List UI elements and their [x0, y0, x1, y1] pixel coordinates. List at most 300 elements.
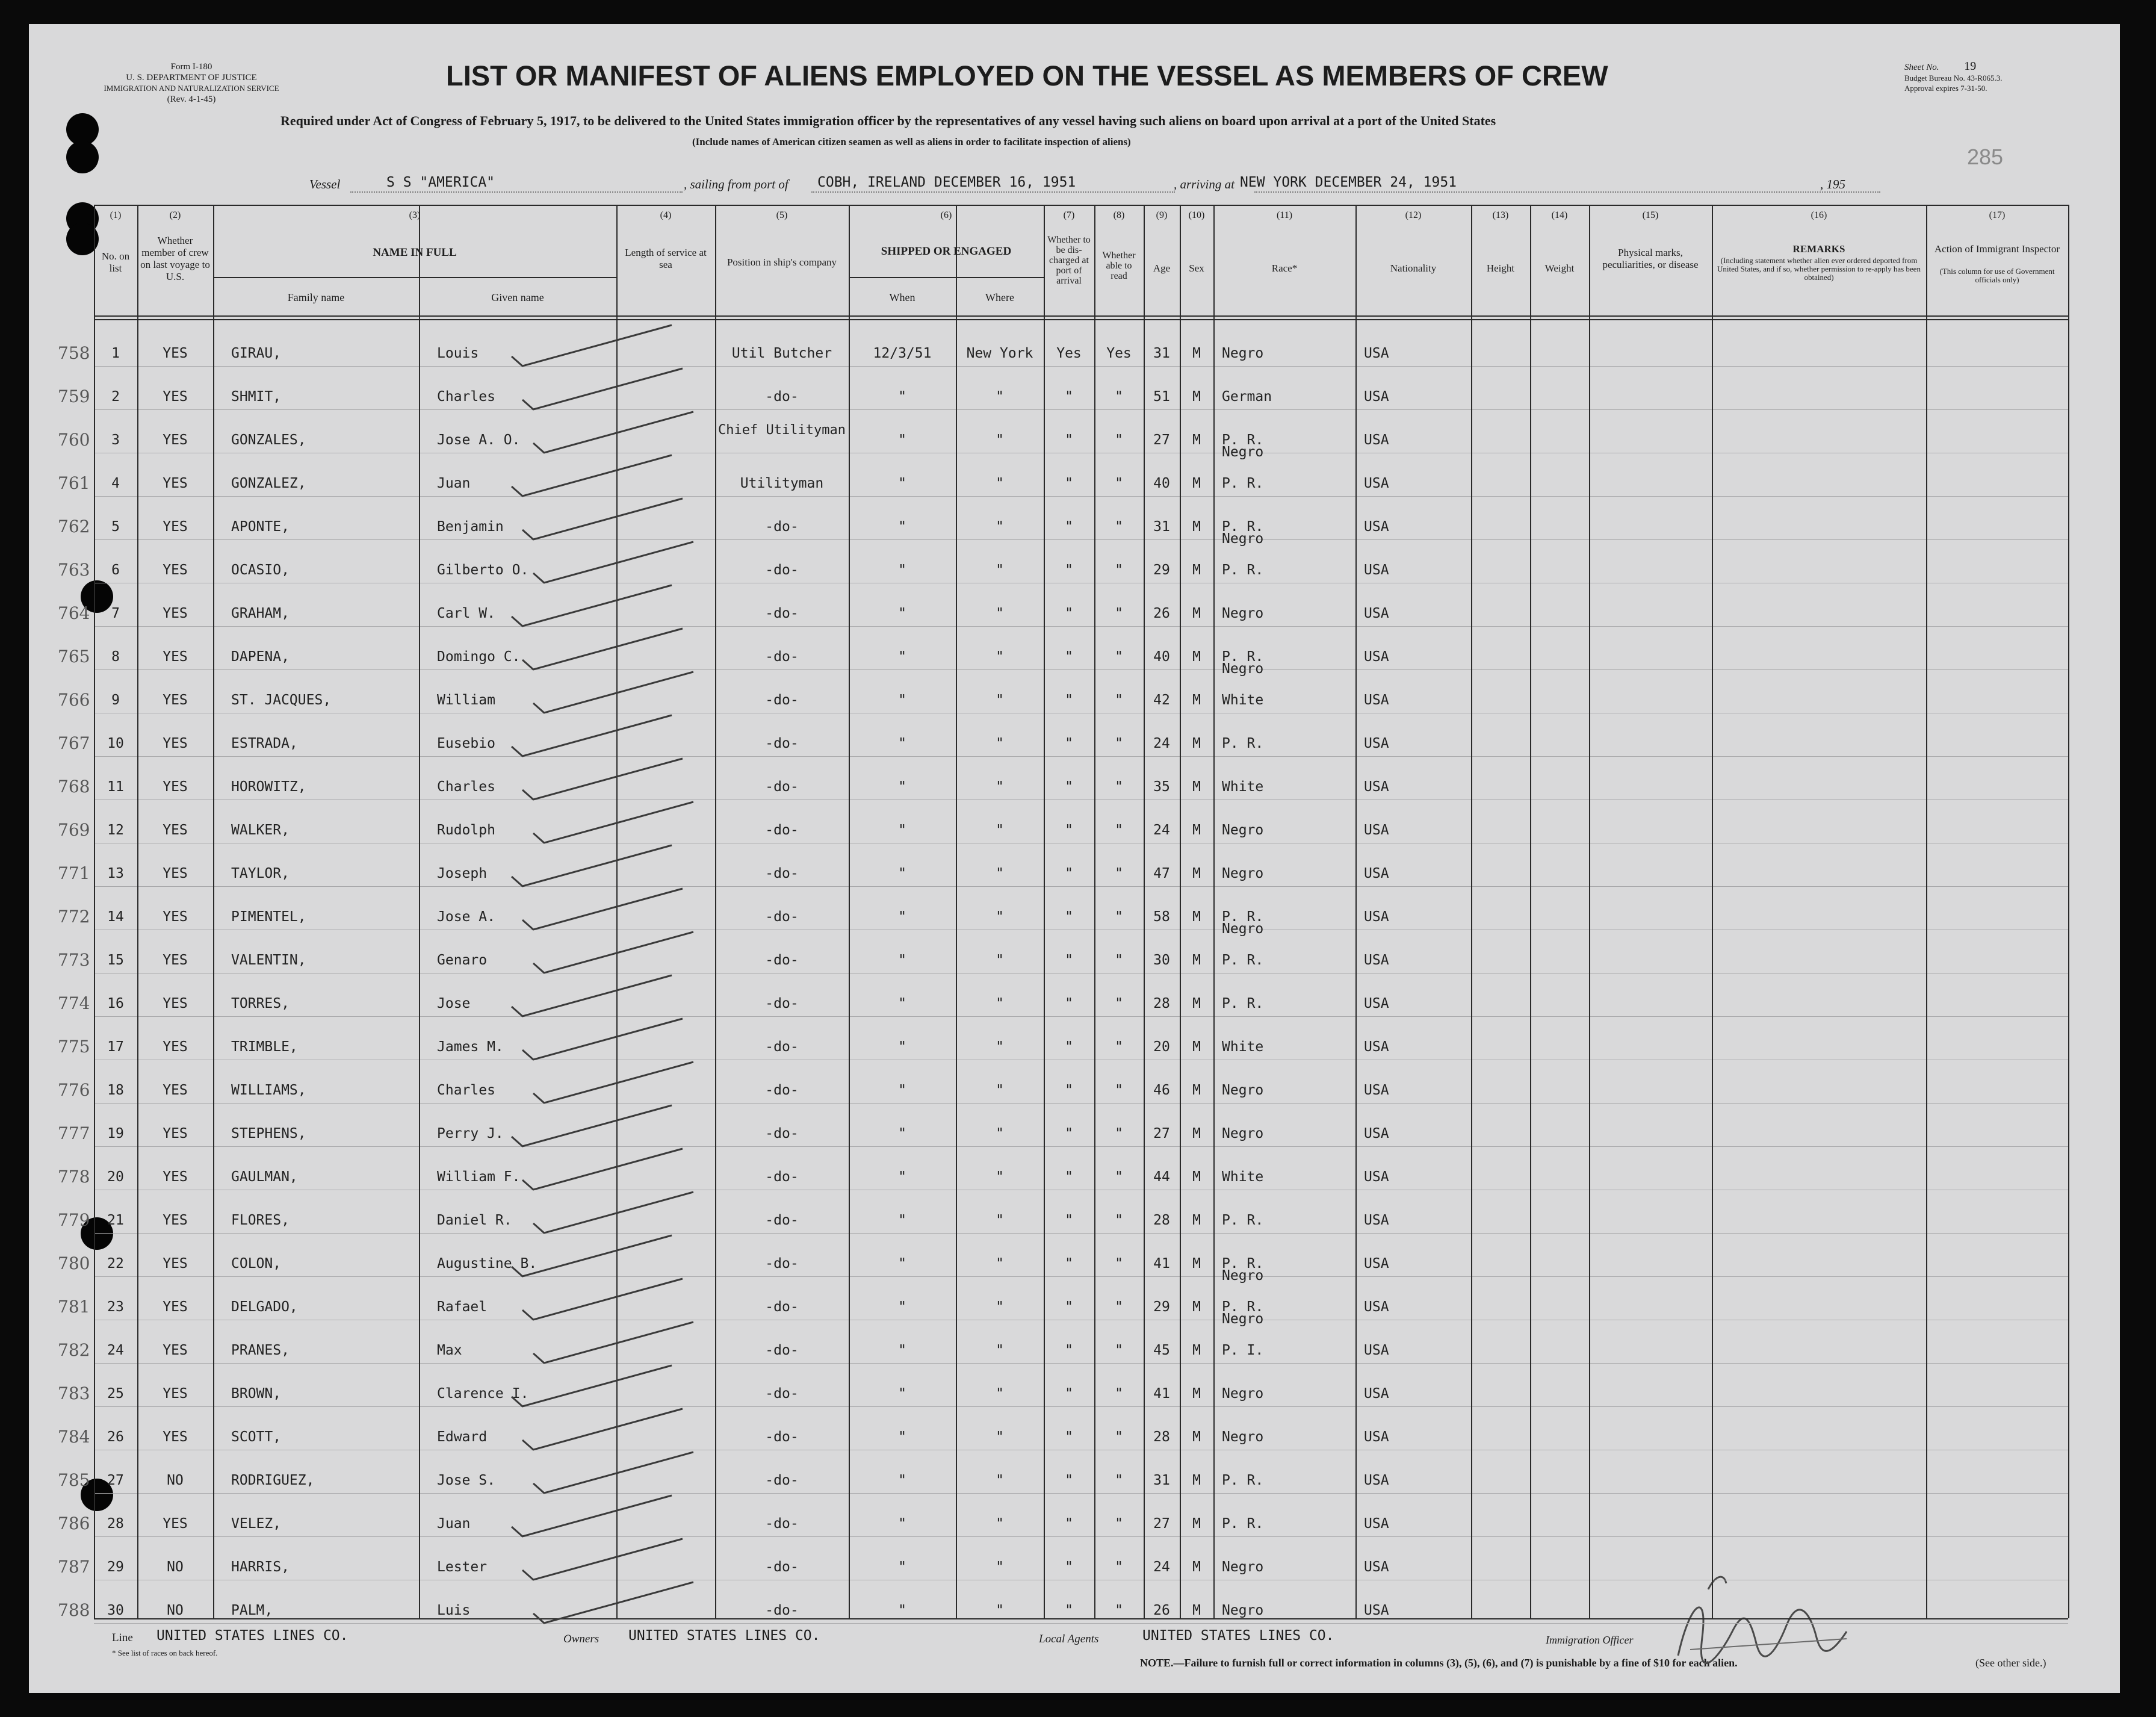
header-race: Race*	[1271, 262, 1298, 274]
row-position: -do-	[765, 1559, 799, 1575]
row-family-name: DAPENA,	[231, 649, 290, 665]
row-reference-number: 764	[58, 603, 90, 623]
row-able-to-read: "	[1115, 1429, 1123, 1445]
row-number: 12	[107, 822, 124, 838]
row-age: 27	[1153, 1126, 1170, 1141]
row-able-to-read: "	[1115, 562, 1123, 578]
row-last-voyage: YES	[163, 1386, 188, 1402]
row-race: White	[1222, 1039, 1264, 1055]
agents-name: UNITED STATES LINES CO.	[1142, 1628, 1334, 1644]
row-shipped-when: 12/3/51	[873, 346, 932, 361]
row-race-secondary: Negro	[1222, 444, 1264, 460]
row-age: 41	[1153, 1386, 1170, 1402]
header-length-service: Length of service at sea	[625, 247, 707, 270]
row-able-to-read: "	[1115, 649, 1123, 665]
row-discharged: "	[1065, 389, 1073, 405]
row-family-name: TRIMBLE,	[231, 1039, 298, 1055]
row-sex: M	[1192, 346, 1201, 361]
row-shipped-where: "	[996, 1473, 1004, 1488]
row-number: 9	[111, 692, 120, 708]
row-discharged: "	[1065, 1429, 1073, 1445]
column-number-c16: (16)	[1811, 210, 1827, 220]
row-family-name: TAYLOR,	[231, 866, 290, 881]
row-last-voyage: YES	[163, 909, 188, 925]
department: U. S. DEPARTMENT OF JUSTICE	[126, 73, 257, 82]
row-given-name: Lester	[437, 1559, 488, 1575]
arriving-at: NEW YORK DECEMBER 24, 1951	[1240, 175, 1457, 190]
row-shipped-when: "	[898, 606, 906, 621]
row-nationality: USA	[1364, 996, 1389, 1011]
row-shipped-when: "	[898, 1126, 906, 1141]
row-able-to-read: "	[1115, 1169, 1123, 1185]
row-age: 45	[1153, 1343, 1170, 1358]
row-reference-number: 777	[58, 1123, 90, 1143]
row-discharged: "	[1065, 1212, 1073, 1228]
row-discharged: "	[1065, 1516, 1073, 1532]
row-shipped-when: "	[898, 1386, 906, 1402]
row-given-name: Juan	[437, 476, 471, 491]
row-able-to-read: "	[1115, 1516, 1123, 1532]
row-number: 30	[107, 1603, 124, 1618]
check-mark-icon	[531, 1448, 699, 1497]
row-able-to-read: "	[1115, 1603, 1123, 1618]
row-race: Negro	[1222, 1082, 1264, 1098]
check-mark-icon	[531, 1318, 699, 1367]
check-mark-icon	[520, 1145, 689, 1193]
officer-label: Immigration Officer	[1546, 1634, 1634, 1646]
row-family-name: GONZALES,	[231, 432, 306, 448]
row-given-name: Daniel R.	[437, 1212, 512, 1228]
row-family-name: BROWN,	[231, 1386, 282, 1402]
header-where: Where	[985, 291, 1014, 303]
check-mark-icon	[520, 1275, 689, 1323]
vessel-label: Vessel	[309, 177, 341, 191]
row-family-name: ST. JACQUES,	[231, 692, 332, 708]
row-last-voyage: YES	[163, 1082, 188, 1098]
officer-signature	[1666, 1565, 1865, 1680]
row-shipped-when: "	[898, 1429, 906, 1445]
row-last-voyage: YES	[163, 649, 188, 665]
check-mark-icon	[531, 1188, 699, 1237]
row-race: P. R.	[1222, 519, 1264, 535]
form-info	[95, 61, 288, 105]
row-shipped-where: "	[996, 606, 1004, 621]
row-age: 31	[1153, 346, 1170, 361]
row-able-to-read: "	[1115, 1212, 1123, 1228]
row-age: 31	[1153, 1473, 1170, 1488]
row-age: 31	[1153, 519, 1170, 535]
row-race: Negro	[1222, 1126, 1264, 1141]
check-mark-icon	[520, 1535, 689, 1583]
column-number-c5: (5)	[776, 210, 788, 220]
row-shipped-where: New York	[966, 346, 1033, 361]
row-able-to-read: "	[1115, 1559, 1123, 1575]
row-shipped-when: "	[898, 562, 906, 578]
row-nationality: USA	[1364, 519, 1389, 535]
row-race: White	[1222, 779, 1264, 795]
row-position: -do-	[765, 736, 799, 751]
row-age: 51	[1153, 389, 1170, 405]
row-nationality: USA	[1364, 1256, 1389, 1271]
row-shipped-when: "	[898, 1256, 906, 1271]
header-name-in-full: NAME IN FULL	[373, 246, 457, 259]
row-able-to-read: "	[1115, 1386, 1123, 1402]
row-sex: M	[1192, 1299, 1201, 1315]
row-position: Util Butcher	[731, 346, 832, 361]
row-discharged: "	[1065, 1039, 1073, 1055]
row-age: 26	[1153, 606, 1170, 621]
header-shipped-engaged: SHIPPED OR ENGAGED	[881, 245, 1012, 258]
check-mark-icon	[520, 1015, 689, 1063]
column-number-c15: (15)	[1642, 210, 1659, 220]
header-height: Height	[1486, 262, 1515, 274]
row-position: -do-	[765, 1169, 799, 1185]
row-sex: M	[1192, 1473, 1201, 1488]
row-position: -do-	[765, 562, 799, 578]
header-inspector-note: (This column for use of Government officials only)	[1939, 267, 2055, 284]
year-suffix: , 195	[1820, 177, 1845, 191]
check-mark-icon	[509, 712, 678, 760]
row-nationality: USA	[1364, 1343, 1389, 1358]
row-sex: M	[1192, 736, 1201, 751]
owners-name: UNITED STATES LINES CO.	[628, 1628, 820, 1644]
row-reference-number: 760	[58, 430, 90, 450]
row-given-name: Joseph	[437, 866, 488, 881]
row-race: P. R.	[1222, 1256, 1264, 1271]
row-last-voyage: YES	[163, 1212, 188, 1228]
row-position: -do-	[765, 692, 799, 708]
row-last-voyage: YES	[163, 1126, 188, 1141]
row-reference-number: 762	[58, 517, 90, 536]
row-position: -do-	[765, 649, 799, 665]
row-sex: M	[1192, 1516, 1201, 1532]
row-age: 28	[1153, 1429, 1170, 1445]
check-mark-icon	[531, 1579, 699, 1627]
row-family-name: GIRAU,	[231, 346, 282, 361]
row-shipped-when: "	[898, 1299, 906, 1315]
row-shipped-where: "	[996, 1386, 1004, 1402]
header-when: When	[889, 291, 915, 303]
row-last-voyage: YES	[163, 1169, 188, 1185]
row-number: 10	[107, 736, 124, 751]
row-race: Negro	[1222, 822, 1264, 838]
row-race: Negro	[1222, 866, 1264, 881]
check-mark-icon	[509, 1362, 678, 1410]
row-discharged: "	[1065, 1126, 1073, 1141]
penalty-note: NOTE.—Failure to furnish full or correct information in columns (3), (5), (6), and (7) is punishable by a fine of $10 for each alien.	[1140, 1657, 1738, 1669]
row-discharged: "	[1065, 866, 1073, 881]
row-reference-number: 766	[58, 690, 90, 710]
row-able-to-read: "	[1115, 1082, 1123, 1098]
row-last-voyage: YES	[163, 1516, 188, 1532]
row-reference-number: 775	[58, 1037, 90, 1057]
row-last-voyage: YES	[163, 822, 188, 838]
row-shipped-where: "	[996, 996, 1004, 1011]
row-given-name: Edward	[437, 1429, 488, 1445]
row-shipped-where: "	[996, 1299, 1004, 1315]
row-shipped-when: "	[898, 1516, 906, 1532]
row-age: 47	[1153, 866, 1170, 881]
check-mark-icon	[531, 1058, 699, 1107]
row-race: White	[1222, 692, 1264, 708]
row-discharged: "	[1065, 1603, 1073, 1618]
row-sex: M	[1192, 519, 1201, 535]
header-weight: Weight	[1544, 262, 1575, 274]
check-mark-icon	[509, 452, 678, 500]
row-shipped-where: "	[996, 1429, 1004, 1445]
row-given-name: Augustine B.	[437, 1256, 537, 1271]
row-discharged: "	[1065, 952, 1073, 968]
row-position: -do-	[765, 952, 799, 968]
row-shipped-where: "	[996, 1126, 1004, 1141]
row-shipped-when: "	[898, 1559, 906, 1575]
check-mark-icon	[531, 668, 699, 716]
row-given-name: Charles	[437, 1082, 495, 1098]
row-shipped-where: "	[996, 1343, 1004, 1358]
row-shipped-where: "	[996, 1082, 1004, 1098]
row-family-name: DELGADO,	[231, 1299, 298, 1315]
row-age: 41	[1153, 1256, 1170, 1271]
row-last-voyage: YES	[163, 476, 188, 491]
row-reference-number: 787	[58, 1557, 90, 1577]
row-discharged: "	[1065, 736, 1073, 751]
row-given-name: Jose A. O.	[437, 432, 521, 448]
row-discharged: "	[1065, 909, 1073, 925]
row-last-voyage: YES	[163, 736, 188, 751]
row-family-name: SHMIT,	[231, 389, 282, 405]
row-able-to-read: "	[1115, 909, 1123, 925]
row-nationality: USA	[1364, 692, 1389, 708]
row-reference-number: 778	[58, 1167, 90, 1187]
row-family-name: TORRES,	[231, 996, 290, 1011]
row-number: 18	[107, 1082, 124, 1098]
row-last-voyage: YES	[163, 952, 188, 968]
row-shipped-where: "	[996, 476, 1004, 491]
row-race: Negro	[1222, 1559, 1264, 1575]
row-nationality: USA	[1364, 1082, 1389, 1098]
row-nationality: USA	[1364, 1212, 1389, 1228]
row-nationality: USA	[1364, 736, 1389, 751]
row-able-to-read: "	[1115, 1039, 1123, 1055]
row-able-to-read: "	[1115, 1299, 1123, 1315]
row-shipped-when: "	[898, 822, 906, 838]
row-number: 22	[107, 1256, 124, 1271]
row-number: 1	[111, 346, 120, 361]
header-given-name: Given name	[491, 291, 544, 303]
row-nationality: USA	[1364, 476, 1389, 491]
row-position: -do-	[765, 822, 799, 838]
row-reference-number: 767	[58, 733, 90, 753]
row-position: -do-	[765, 519, 799, 535]
row-able-to-read: "	[1115, 822, 1123, 838]
row-nationality: USA	[1364, 606, 1389, 621]
check-mark-icon	[509, 842, 678, 890]
row-race: Negro	[1222, 1603, 1264, 1618]
row-shipped-when: "	[898, 779, 906, 795]
row-sex: M	[1192, 822, 1201, 838]
row-position: -do-	[765, 1082, 799, 1098]
row-last-voyage: YES	[163, 1343, 188, 1358]
row-able-to-read: "	[1115, 432, 1123, 448]
row-family-name: STEPHENS,	[231, 1126, 306, 1141]
column-number-c3: (3)	[409, 210, 421, 220]
row-able-to-read: "	[1115, 519, 1123, 535]
row-shipped-when: "	[898, 996, 906, 1011]
row-discharged: "	[1065, 476, 1073, 491]
row-race: White	[1222, 1169, 1264, 1185]
row-discharged: "	[1065, 1473, 1073, 1488]
row-nationality: USA	[1364, 1473, 1389, 1488]
row-reference-number: 763	[58, 560, 90, 580]
row-discharged: "	[1065, 432, 1073, 448]
row-shipped-when: "	[898, 952, 906, 968]
row-race: P. R.	[1222, 1299, 1264, 1315]
row-reference-number: 785	[58, 1470, 90, 1490]
row-age: 24	[1153, 736, 1170, 751]
column-number-c12: (12)	[1405, 210, 1422, 220]
row-race: P. R.	[1222, 1212, 1264, 1228]
row-position: -do-	[765, 1343, 799, 1358]
row-last-voyage: YES	[163, 346, 188, 361]
service: IMMIGRATION AND NATURALIZATION SERVICE	[104, 84, 279, 93]
check-mark-icon	[520, 755, 689, 803]
stamp-number: 285	[1967, 144, 2004, 169]
row-age: 27	[1153, 1516, 1170, 1532]
row-sex: M	[1192, 1039, 1201, 1055]
row-shipped-where: "	[996, 822, 1004, 838]
row-shipped-where: "	[996, 519, 1004, 535]
row-age: 24	[1153, 822, 1170, 838]
row-sex: M	[1192, 1429, 1201, 1445]
row-discharged: "	[1065, 692, 1073, 708]
check-mark-icon	[531, 798, 699, 846]
row-family-name: GAULMAN,	[231, 1169, 298, 1185]
row-last-voyage: YES	[163, 1429, 188, 1445]
row-age: 24	[1153, 1559, 1170, 1575]
row-sex: M	[1192, 1082, 1201, 1098]
row-discharged: "	[1065, 1082, 1073, 1098]
row-last-voyage: YES	[163, 519, 188, 535]
row-position: -do-	[765, 779, 799, 795]
row-sex: M	[1192, 866, 1201, 881]
row-position: -do-	[765, 389, 799, 405]
sheet-number: 19	[1964, 60, 1977, 73]
row-given-name: Rudolph	[437, 822, 495, 838]
row-number: 25	[107, 1386, 124, 1402]
row-age: 35	[1153, 779, 1170, 795]
row-shipped-when: "	[898, 649, 906, 665]
row-able-to-read: "	[1115, 866, 1123, 881]
row-discharged: "	[1065, 779, 1073, 795]
check-mark-icon	[520, 365, 689, 413]
row-shipped-where: "	[996, 1559, 1004, 1575]
column-number-c4: (4)	[660, 210, 672, 220]
row-able-to-read: "	[1115, 606, 1123, 621]
row-shipped-where: "	[996, 952, 1004, 968]
agents-label: Local Agents	[1039, 1633, 1099, 1645]
row-given-name: Perry J.	[437, 1126, 504, 1141]
row-family-name: SCOTT,	[231, 1429, 282, 1445]
row-last-voyage: YES	[163, 1299, 188, 1315]
owners-label: Owners	[563, 1633, 599, 1645]
row-family-name: RODRIGUEZ,	[231, 1473, 315, 1488]
row-able-to-read: "	[1115, 1343, 1123, 1358]
row-discharged: "	[1065, 822, 1073, 838]
check-mark-icon	[509, 1232, 678, 1280]
row-sex: M	[1192, 1343, 1201, 1358]
row-given-name: Charles	[437, 389, 495, 405]
row-number: 29	[107, 1559, 124, 1575]
row-position: -do-	[765, 1039, 799, 1055]
row-family-name: GRAHAM,	[231, 606, 290, 621]
row-position: -do-	[765, 1256, 799, 1271]
manifest-sheet	[29, 24, 2120, 1693]
row-shipped-where: "	[996, 1039, 1004, 1055]
row-nationality: USA	[1364, 1516, 1389, 1532]
row-shipped-when: "	[898, 866, 906, 881]
row-race-secondary: Negro	[1222, 531, 1264, 547]
header-sex: Sex	[1189, 262, 1204, 274]
row-race: German	[1222, 389, 1272, 405]
row-shipped-where: "	[996, 1212, 1004, 1228]
sailing-from: COBH, IRELAND DECEMBER 16, 1951	[817, 175, 1076, 190]
row-discharged: "	[1065, 1169, 1073, 1185]
row-race: P. R.	[1222, 1473, 1264, 1488]
row-discharged: "	[1065, 996, 1073, 1011]
row-number: 11	[107, 779, 124, 795]
row-reference-number: 781	[58, 1297, 90, 1317]
row-given-name: Domingo C.	[437, 649, 521, 665]
row-last-voyage: YES	[163, 562, 188, 578]
row-shipped-where: "	[996, 736, 1004, 751]
sheet-info	[1904, 61, 2019, 93]
row-reference-number: 772	[58, 907, 90, 927]
column-number-c13: (13)	[1492, 210, 1509, 220]
row-given-name: Clarence I.	[437, 1386, 529, 1402]
row-position: -do-	[765, 1516, 799, 1532]
vessel-name: S S "AMERICA"	[386, 175, 495, 190]
row-number: 6	[111, 562, 120, 578]
row-race-secondary: Negro	[1222, 1311, 1264, 1327]
row-sex: M	[1192, 692, 1201, 708]
row-given-name: Benjamin	[437, 519, 504, 535]
header-no-on-list: No. on list	[101, 250, 130, 274]
check-mark-icon	[531, 928, 699, 976]
row-number: 20	[107, 1169, 124, 1185]
row-last-voyage: NO	[167, 1473, 184, 1488]
row-shipped-where: "	[996, 779, 1004, 795]
row-nationality: USA	[1364, 432, 1389, 448]
row-sex: M	[1192, 952, 1201, 968]
row-position: -do-	[765, 1212, 799, 1228]
row-discharged: "	[1065, 1256, 1073, 1271]
row-race: Negro	[1222, 606, 1264, 621]
row-given-name: Eusebio	[437, 736, 495, 751]
row-nationality: USA	[1364, 1429, 1389, 1445]
row-position: -do-	[765, 1386, 799, 1402]
column-number-c9: (9)	[1156, 210, 1168, 220]
row-given-name: Carl W.	[437, 606, 495, 621]
row-position: -do-	[765, 606, 799, 621]
row-sex: M	[1192, 1169, 1201, 1185]
row-reference-number: 768	[58, 777, 90, 796]
row-age: 28	[1153, 996, 1170, 1011]
row-shipped-where: "	[996, 1169, 1004, 1185]
row-number: 3	[111, 432, 120, 448]
line-label: Line	[112, 1632, 133, 1644]
row-sex: M	[1192, 649, 1201, 665]
row-shipped-when: "	[898, 736, 906, 751]
